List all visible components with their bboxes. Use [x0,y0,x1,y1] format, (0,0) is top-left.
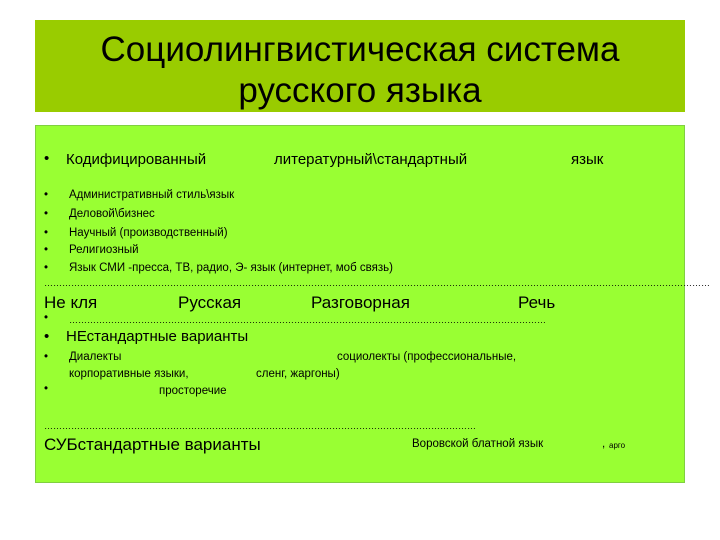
bullet: • [44,351,49,363]
russian-label: Русская [178,293,242,312]
dialects-label: Диалекты [69,351,122,363]
list-item-media: Язык СМИ -пресса, ТВ, радио, Э- язык (интернет, моб связь) [69,262,393,274]
sociolects-label: социолекты (профессиональные, [337,351,517,363]
thieves-jargon-label: Воровской блатной язык [412,438,544,450]
list-item-admin: Административный стиль\язык [69,189,235,201]
list-item-business: Деловой\бизнес [69,208,155,220]
bullet: • [44,189,49,201]
bullet: • [44,150,50,167]
title-banner [35,20,685,112]
bullet: • [44,328,50,345]
bullet: • [44,383,49,395]
bullet: • [44,312,49,324]
dotted-separator: …………………………………………………………………………………………………………………………………………………………………………………………………… [44,278,710,288]
list-item-science: Научный (производственный) [69,227,228,239]
substandard-heading: СУБстандартные варианты [44,435,261,454]
nonstandard-heading: НЕстандартные варианты [66,328,249,345]
title-line-1: Социолингвистическая система [100,30,620,69]
bullet: • [44,208,49,220]
language-label: язык [571,151,604,168]
vernacular-label: просторечие [159,385,227,397]
comma: , [602,438,606,450]
dotted-separator: …………………………………………………………………………………………………………………………………………… [69,315,546,325]
speech-label: Речь [518,293,556,312]
corporate-languages-label: корпоративные языки, [69,368,189,380]
argot-label: арго [609,441,626,450]
bullet: • [44,227,49,239]
codified-label: Кодифицированный [66,151,207,168]
content-panel [35,125,710,483]
list-item-religion: Религиозный [69,244,139,256]
dotted-separator: ……………………………………………………………………………………………………………………………… [44,421,476,431]
bullet: • [44,262,49,274]
bullet: • [44,244,49,256]
title-line-2: русского языка [238,71,482,110]
ne-klya-label: Не кля [44,293,98,312]
slang-label: сленг, жаргоны) [256,368,340,380]
literary-standard-label: литературный\стандартный [274,151,468,168]
colloquial-label: Разговорная [311,293,410,312]
